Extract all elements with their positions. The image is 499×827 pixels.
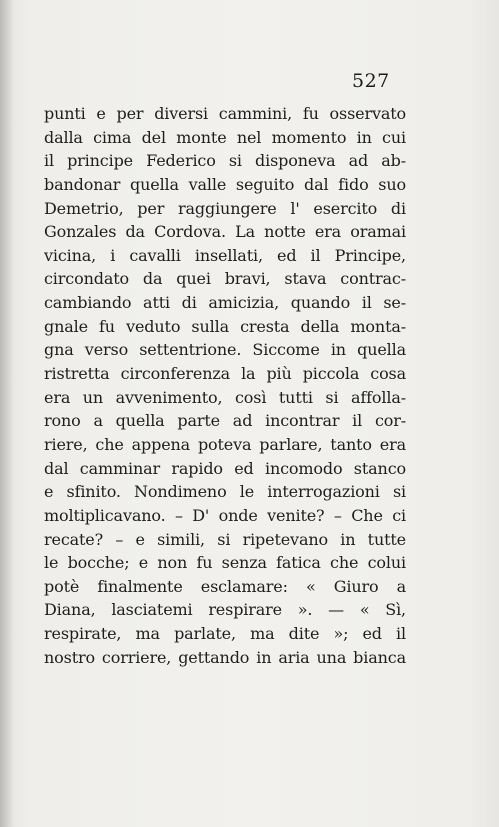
text-line: Diana, lasciatemi respirare ». — « Sì,	[44, 600, 406, 620]
text-line: le bocche; e non fu senza fatica che colui	[44, 553, 406, 573]
spine-shadow	[0, 0, 14, 827]
text-line: Gonzales da Cordova. La notte era oramai	[44, 222, 406, 242]
text-line: potè finalmente esclamare: « Giuro a	[44, 576, 406, 596]
text-line: Demetrio, per raggiungere l' esercito di	[44, 198, 406, 218]
text-line: punti e per diversi cammini, fu osservato	[44, 104, 406, 123]
text-line: recate? – e simili, si ripetevano in tutte	[44, 529, 406, 549]
text-line: dalla cima del monte nel momento in cui	[44, 127, 406, 147]
text-line: dal camminar rapido ed incomodo stanco	[44, 458, 406, 478]
text-line: gna verso settentrione. Siccome in quella	[44, 340, 406, 360]
text-line: bandonar quella valle seguito dal fido suo	[44, 174, 406, 194]
text-line: ristretta circonferenza la più piccola cosa	[44, 364, 406, 384]
body-text	[44, 102, 406, 669]
page-number: 527	[352, 70, 390, 92]
text-line: cambiando atti di amicizia, quando il se-	[44, 293, 406, 313]
text-line: circondato da quei bravi, stava contrac-	[44, 269, 406, 289]
text-line: il principe Federico si disponeva ad ab-	[44, 151, 406, 171]
text-line: nostro corriere, gettando in aria una bianca	[44, 647, 406, 667]
text-line: vicina, i cavalli insellati, ed il Principe,	[44, 245, 406, 265]
text-line: riere, che appena poteva parlare, tanto era	[44, 434, 406, 454]
text-line: moltiplicavano. – D' onde venite? – Che ci	[44, 505, 406, 525]
text-line: rono a quella parte ad incontrar il cor-	[44, 411, 406, 431]
text-line: gnale fu veduto sulla cresta della monta-	[44, 316, 406, 336]
text-line: e sfinito. Nondimeno le interrogazioni si	[44, 482, 406, 502]
text-line: respirate, ma parlate, ma dite »; ed il	[44, 624, 406, 644]
text-line: era un avvenimento, così tutti si affolla-	[44, 387, 406, 407]
